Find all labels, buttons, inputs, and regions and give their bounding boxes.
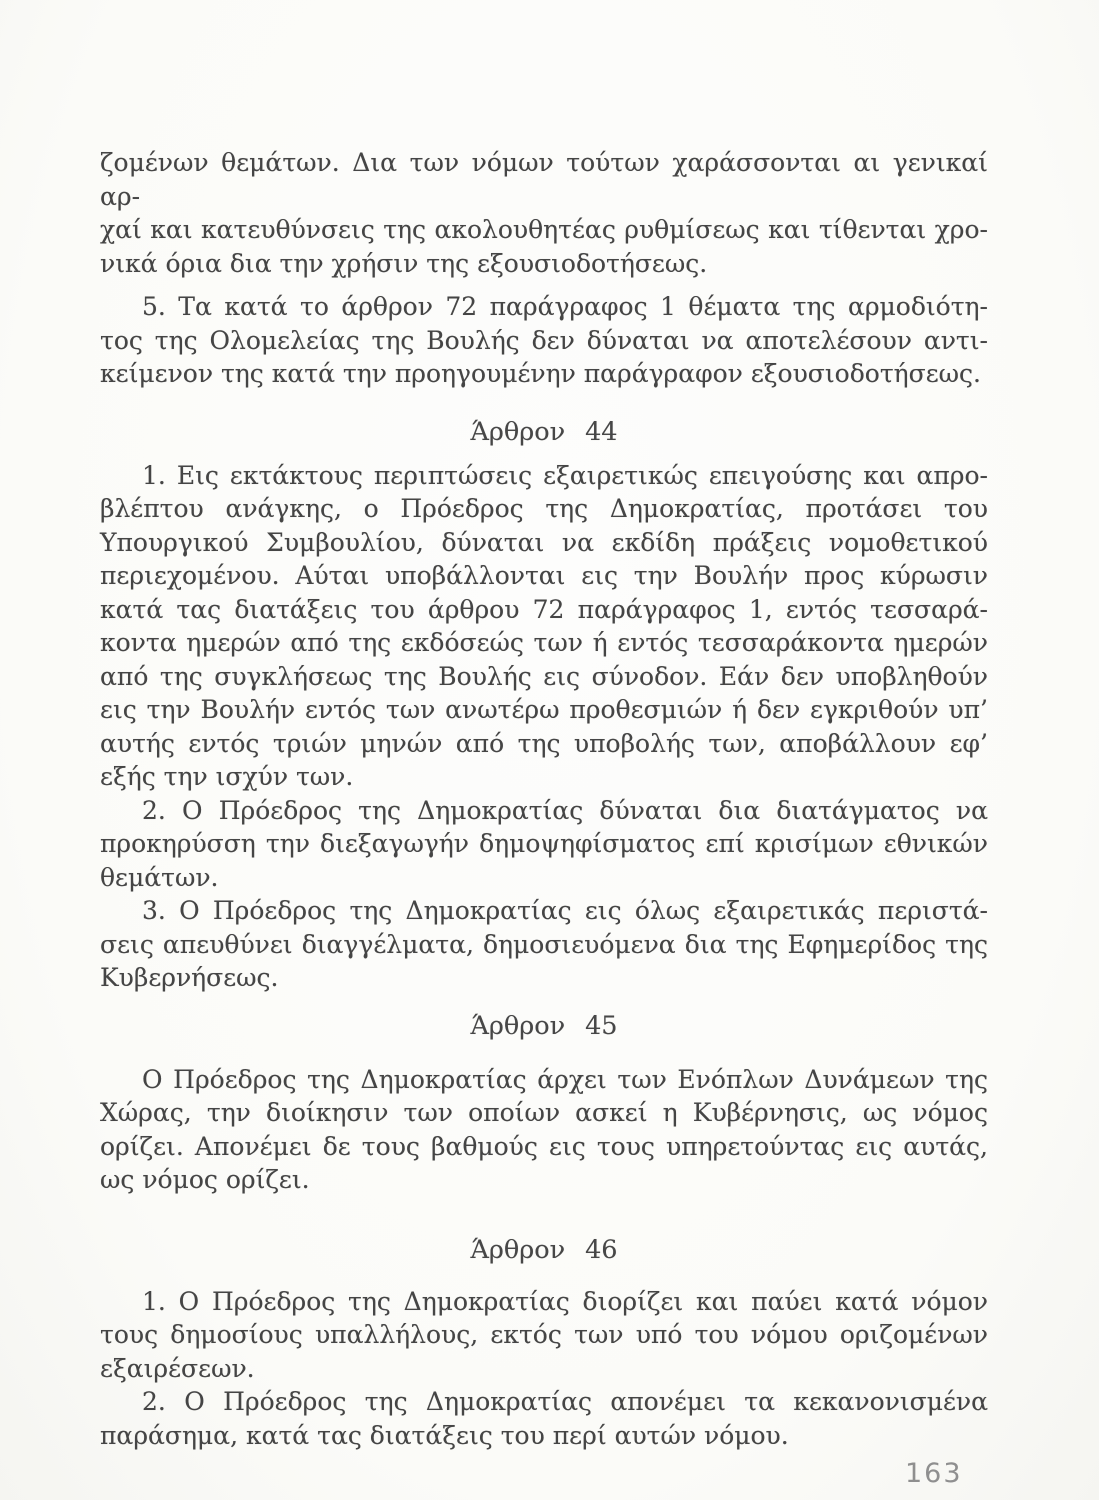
paragraph-line: νικά όρια δια την χρήσιν της εξουσιοδοτήσεως.: [100, 248, 708, 278]
paragraph-line: τους δημοσίους υπαλλήλους, εκτός των υπό του νόμου οριζομένων: [100, 1320, 988, 1349]
paragraph: [100, 290, 988, 391]
paragraph-line: εξής την ισχύν των.: [100, 762, 354, 791]
paragraph-line: σεις απευθύνει διαγγέλματα, δημοσιευόμενα δια της Εφημερίδος της: [100, 929, 988, 959]
paragraph-line: 3. Ο Πρόεδρος της Δημοκρατίας εις όλως εξαιρετικάς περιστά-: [142, 896, 988, 925]
article-heading-label: Άρθρον: [470, 416, 566, 447]
paragraph-line: τος της Ολομελείας της Βουλής δεν δύναται να αποτελέσουν αντι-: [100, 325, 988, 355]
paragraph-line: Υπουργικού Συμβουλίου, δύναται να εκδίδη πράξεις νομοθετικού: [100, 527, 988, 557]
article-heading-number: 46: [585, 1234, 618, 1265]
paragraph-line: παράσημα, κατά τας διατάξεις του περί αυτών νόμου.: [100, 1420, 789, 1450]
article-heading-number: 45: [585, 1010, 618, 1041]
page-number: 163: [905, 1458, 963, 1489]
paragraph-line: 2. Ο Πρόεδρος της Δημοκρατίας απονέμει τα κεκανονισμένα: [142, 1387, 988, 1416]
paragraph-line: Κυβερνήσεως.: [100, 963, 279, 992]
paragraph: [100, 894, 988, 995]
paragraph-line: Χώρας, την διοίκησιν των οποίων ασκεί η Κυβέρνησις, ως νόμος: [100, 1098, 988, 1127]
paragraph-line: 5. Τα κατά το άρθρον 72 παράγραφος 1 θέματα της αρμοδιότη-: [142, 292, 988, 321]
paragraph-line: κείμενον της κατά την προηγουμένην παράγραφον εξουσιοδοτήσεως.: [100, 359, 981, 388]
paragraph-line: ζομένων θεμάτων. Δια των νόμων τούτων χαράσσονται αι γενικαί αρ-: [100, 148, 988, 211]
article-heading: [100, 1009, 988, 1043]
paragraph-line: Ο Πρόεδρος της Δημοκρατίας άρχει των Ενόπλων Δυνάμεων της: [142, 1064, 988, 1094]
article-heading: [100, 415, 988, 449]
paragraph-line: ως νόμος ορίζει.: [100, 1165, 310, 1194]
paragraph: [100, 794, 988, 895]
paragraph: [100, 146, 988, 280]
paragraph: [100, 459, 988, 794]
article-heading-label: Άρθρον: [470, 1234, 566, 1265]
paragraph-line: 2. Ο Πρόεδρος της Δημοκρατίας δύναται δια διατάγματος να: [142, 795, 988, 825]
paragraph-line: αυτής εντός τριών μηνών από της υποβολής των, αποβάλλουν εφ’: [100, 728, 988, 758]
paragraph-line: χαί και κατευθύνσεις της ακολουθητέας ρυθμίσεως και τίθενται χρο-: [100, 215, 988, 244]
article-heading-label: Άρθρον: [470, 1010, 566, 1041]
paragraph-line: θεμάτων.: [100, 862, 219, 892]
paragraph-line: ορίζει. Απονέμει δε τους βαθμούς εις τους υπηρετούντας εις αυτάς,: [100, 1131, 988, 1161]
page-text: [100, 146, 988, 1452]
paragraph: [100, 1385, 988, 1452]
paragraph-line: βλέπτου ανάγκης, ο Πρόεδρος της Δημοκρατίας, προτάσει του: [100, 494, 988, 523]
article-heading: [100, 1233, 988, 1267]
paragraph-line: 1. Εις εκτάκτους περιπτώσεις εξαιρετικώς επειγούσης και απρο-: [142, 460, 988, 490]
paragraph-line: από της συγκλήσεως της Βουλής εις σύνοδον. Εάν δεν υποβληθούν: [100, 661, 988, 691]
paragraph-line: κατά τας διατάξεις του άρθρου 72 παράγραφος 1, εντός τεσσαρά-: [100, 594, 988, 624]
paragraph-line: περιεχομένου. Αύται υποβάλλονται εις την Βουλήν προς κύρωσιν: [100, 561, 988, 590]
paragraph-line: 1. Ο Πρόεδρος της Δημοκρατίας διορίζει και παύει κατά νόμον: [142, 1286, 988, 1316]
article-heading-number: 44: [585, 416, 618, 447]
paragraph-line: εξαιρέσεων.: [100, 1353, 255, 1383]
paragraph-line: κοντα ημερών από της εκδόσεώς των ή εντός τεσσαράκοντα ημερών: [100, 628, 988, 657]
paragraph-line: προκηρύσση την διεξαγωγήν δημοψηφίσματος επί κρισίμων εθνικών: [100, 829, 988, 858]
paragraph: [100, 1063, 988, 1197]
paragraph-line: εις την Βουλήν εντός των ανωτέρω προθεσμιών ή δεν εγκριθούν υπ’: [100, 695, 988, 724]
paragraph: [100, 1285, 988, 1386]
